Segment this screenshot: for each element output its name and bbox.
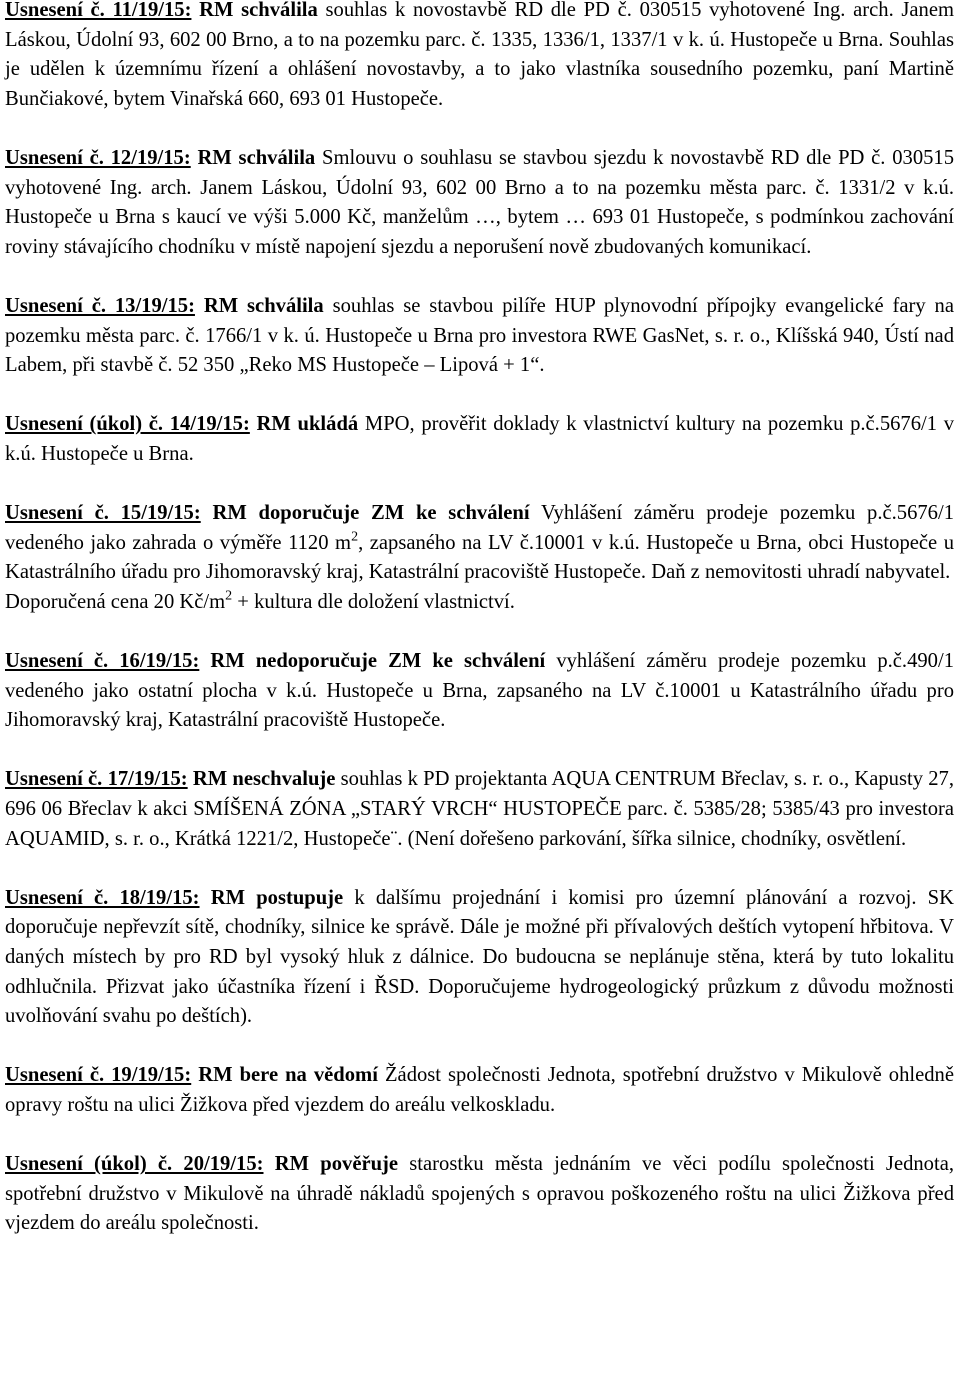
resolution-text: MPO, prověřit doklady k vlastnictví kultury na pozemku p.č.5676/1 v k.ú. Hustopeče u Brna.: [5, 413, 955, 465]
resolution-ref: Usnesení (úkol) č. 14/19/15:: [5, 413, 250, 436]
resolution-text: starostku města jednáním ve věci podílu společnosti Jednota, spotřební družstvo v Mikulově na úhradě nákladů spojených s opravou poškozeného roštu na ulici Žižkova před vjezdem do areálu společnosti.: [5, 1153, 954, 1235]
resolution-text: souhlas k novostavbě RD dle PD č. 030515 vyhotovené Ing. arch. Janem Láskou, Údolní 93, 602 00 Brno, a to na pozemku parc. č. 1335, 1336/1, 1337/1 v k. ú. Hustopeče u Brna. Souhlas je udělen k územnímu řízení a ohlášení novostavby, a to jako vlastníka sousedního pozemku, paní Martině Bunčiakové, bytem Vinařská 660, 693 01 Hustopeče.: [5, 0, 955, 110]
superscript: 2: [225, 588, 233, 604]
resolution-ref: Usnesení č. 18/19/15:: [5, 886, 200, 909]
superscript: 2: [351, 529, 359, 545]
resolution-text: souhlas se stavbou pilíře HUP plynovodní přípojky evangelické fary na pozemku města parc. č. 1766/1 v k. ú. Hustopeče u Brna pro investora RWE GasNet, s. r. o., Klíšská 940, Ústí nad Labem, při stavbě č. 52 350 „Reko MS Hustopeče – Lipová + 1“.: [5, 294, 954, 377]
resolution-13: [5, 292, 954, 381]
recommended-price: Doporučená cena 20 Kč/m: [5, 590, 226, 613]
resolution-17: [5, 765, 954, 854]
resolution-15: [5, 499, 954, 617]
resolution-text: Žádost společnosti Jednota, spotřební družstvo v Mikulově ohledně opravy roštu na ulici Žižkova před vjezdem do areálu velkoskladu.: [5, 1064, 954, 1116]
resolution-text: vyhlášení záměru prodeje pozemku p.č.490/1 vedeného jako ostatní plocha v k.ú. Hustopeče u Brna, zapsaného na LV č.10001 u Katastrálního úřadu pro Jihomoravský kraj, Katastrální pracoviště Hustopeče.: [5, 650, 954, 732]
resolution-ref: Usnesení č. 15/19/15:: [5, 502, 201, 525]
resolution-text: Smlouvu o souhlasu se stavbou sjezdu k novostavbě RD dle PD č. 030515 vyhotovené Ing. arch. Janem Láskou, Údolní 93, 602 00 Brno a to na pozemku města parc. č. 1331/2 v k.ú. Hustopeče u Brna s kaucí ve výši 5.000 Kč, manželům …, bytem … 693 01 Hustopeče, s podmínkou zachování roviny stávajícího chodníku v místě napojení sjezdu a neporušení nově zbudovaných komunikací.: [5, 146, 955, 258]
resolution-text: Vyhlášení záměru prodeje pozemku p.č.5676/1 vedeného jako zahrada o výměře 1120 m: [5, 502, 954, 554]
resolution-verb: RM postupuje: [210, 886, 344, 909]
resolution-ref: Usnesení (úkol) č. 20/19/15:: [5, 1153, 264, 1176]
resolution-ref: Usnesení č. 16/19/15:: [5, 650, 200, 673]
resolution-12: [5, 144, 954, 262]
resolution-verb: RM pověřuje: [274, 1153, 399, 1176]
resolution-19: [5, 1061, 954, 1120]
resolution-verb: RM schválila: [203, 294, 324, 317]
resolution-18: [5, 884, 954, 1032]
resolution-11: [5, 0, 954, 114]
resolution-ref: Usnesení č. 11/19/15:: [5, 0, 192, 21]
resolution-verb: RM bere na vědomí: [198, 1064, 378, 1087]
resolution-text: souhlas k PD projektanta AQUA CENTRUM Břeclav, s. r. o., Kapusty 27, 696 06 Břeclav k akci SMÍŠENÁ ZÓNA „STARÝ VRCH“ HUSTOPEČE parc. č. 5385/28; 5385/43 pro investora AQUAMID, s. r. o., Krátká 1221/2, Hustopeče¨. (Není dořešeno parkování, šířka silnice, chodníky, osvětlení.: [5, 768, 954, 850]
resolution-ref: Usnesení č. 13/19/15:: [5, 294, 195, 317]
resolution-verb: RM schválila: [199, 0, 318, 21]
resolution-ref: Usnesení č. 19/19/15:: [5, 1064, 192, 1087]
recommended-price-cont: + kultura dle doložení vlastnictví.: [232, 590, 515, 613]
resolution-20: [5, 1150, 954, 1239]
resolution-ref: Usnesení č. 17/19/15:: [5, 768, 188, 791]
resolution-verb: RM ukládá: [256, 413, 359, 436]
resolution-text: k dalšímu projednání i komisi pro územní plánování a rozvoj. SK doporučuje nepřevzít sítě, chodníky, silnice ke správě. Dále je možné při přívalových deštích vytopení hřbitova. V daných místech by pro RD byl vysoký hluk z dálnice. Do budoucna se neplánuje stěna, která by tuto lokalitu odhlučnila. Přizvat jako účastníka řízení i ŘSD. Doporučujeme hydrogeologický průzkum z důvodu možnosti uvolňování svahu po deštích).: [5, 886, 954, 1028]
resolution-text-cont: , zapsaného na LV č.10001 v k.ú. Hustopeče u Brna, obci Hustopeče u Katastrálního úřadu pro Jihomoravský kraj, Katastrální pracoviště Hustopeče. Daň z nemovitosti uhradí nabyvatel.: [5, 531, 954, 584]
resolution-verb: RM doporučuje ZM ke schválení: [212, 502, 530, 525]
resolution-ref: Usnesení č. 12/19/15:: [5, 146, 191, 169]
resolution-verb: RM schválila: [197, 146, 316, 169]
resolution-verb: RM neschvaluje: [192, 768, 336, 791]
resolution-verb: RM nedoporučuje ZM ke schválení: [210, 650, 546, 673]
resolution-16: [5, 647, 954, 736]
resolution-14: [5, 410, 954, 469]
